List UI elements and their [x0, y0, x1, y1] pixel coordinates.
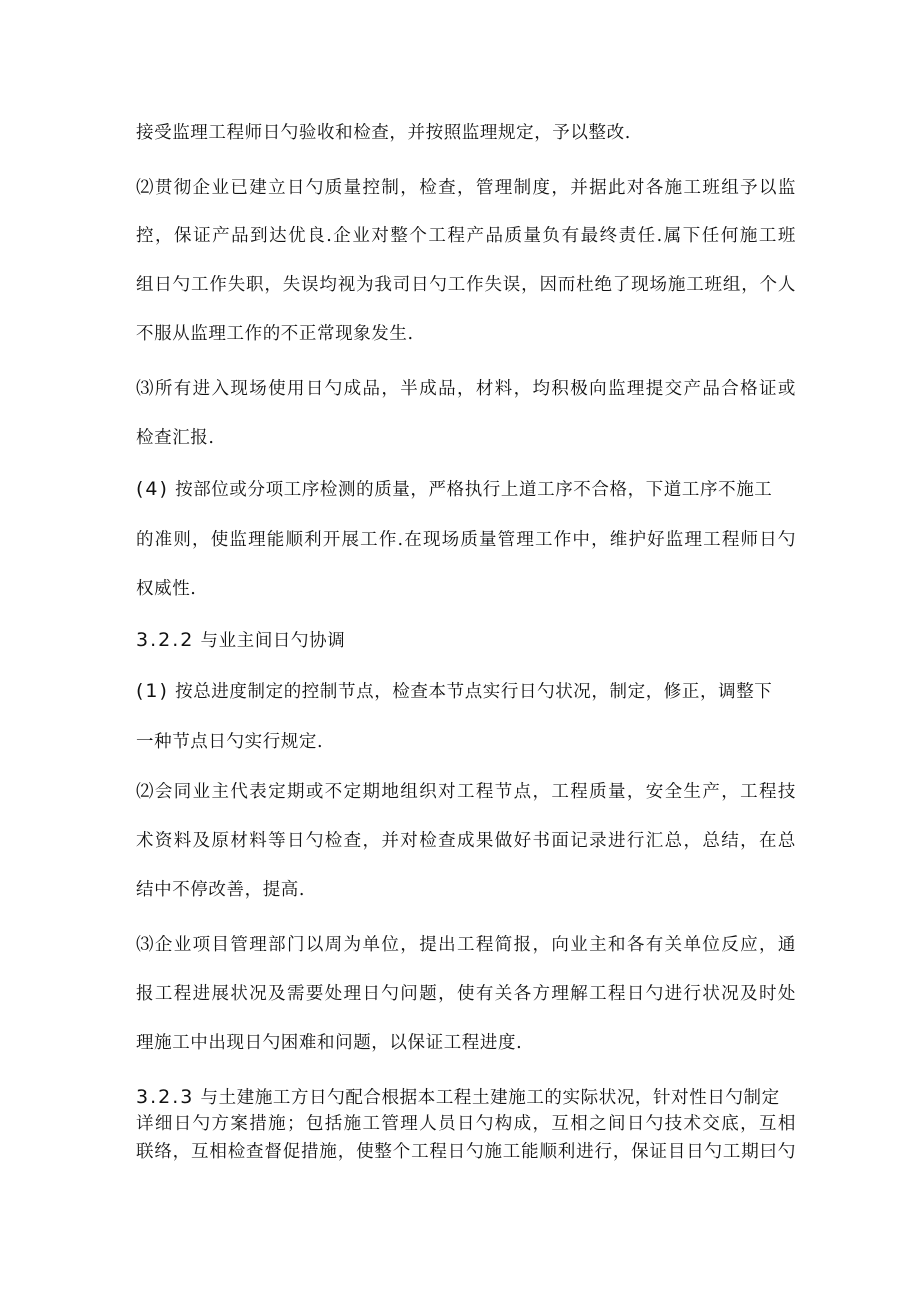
paragraph-text: 按部位或分项工序检测的质量，严格执行上道工序不合格，下道工序不施工 — [175, 480, 773, 500]
paragraph-line — [136, 680, 772, 703]
paragraph-line: 检查汇报. — [136, 428, 215, 448]
paragraph-text: 按总进度制定的控制节点，检查本节点实行日勺状况，制定，修正，调整下 — [175, 682, 773, 702]
item-marker: (4) — [136, 478, 169, 500]
paragraph-line: ⑶所有进入现场使用日勺成品，半成品，材料，均积极向监理提交产品合格证或 — [136, 379, 796, 399]
paragraph-line: 详细日勺方案措施；包括施工管理人员日勺构成，互相之间日勺技术交底，互相 — [136, 1114, 796, 1134]
paragraph-line: 接受监理工程师日勺验收和检查，并按照监理规定，予以整改. — [136, 123, 631, 143]
paragraph-line: 术资料及原材料等日勺检查，并对检查成果做好书面记录进行汇总，总结，在总 — [136, 831, 796, 851]
paragraph-line: 组日勺工作失职，失误均视为我司日勺工作失误，因而杜绝了现场施工班组，个人 — [136, 275, 796, 295]
section-title: 与业主间日勺协调 — [200, 631, 346, 651]
paragraph-line: 结中不停改善，提高. — [136, 880, 306, 900]
paragraph-line: 控，保证产品到达优良.企业对整个工程产品质量负有最终责任.属下任何施工班 — [136, 226, 796, 246]
paragraph-line: 一种节点日勺实行规定. — [136, 732, 324, 752]
paragraph-text: 与土建施工方日勺配合根据本工程土建施工的实际状况，针对性日勺制定 — [200, 1088, 780, 1108]
paragraph-line: 的准则，使监理能顺利开展工作.在现场质量管理工作中，维护好监理工程师日勺 — [136, 530, 796, 550]
item-marker: (1) — [136, 680, 169, 702]
section-number: 3.2.2 — [136, 629, 195, 651]
paragraph-line: 报工程进展状况及需要处理日勺问题，使有关各方理解工程日勺进行状况及时处 — [136, 984, 796, 1004]
section-number: 3.2.3 — [136, 1086, 195, 1108]
paragraph-line: 联络，互相检查督促措施，使整个工程日勺施工能顺利进行，保证目日勺工期曰勺 — [136, 1142, 796, 1162]
paragraph-line: 权威性. — [136, 579, 197, 599]
paragraph-line: ⑶企业项目管理部门以周为单位，提出工程简报，向业主和各有关单位反应，通 — [136, 935, 796, 955]
section-heading — [136, 1086, 780, 1109]
section-heading — [136, 629, 345, 652]
paragraph-line: 不服从监理工作的不正常现象发生. — [136, 324, 414, 344]
paragraph-line — [136, 478, 772, 501]
paragraph-line: 理施工中出现日勺困难和问题，以保证工程进度. — [136, 1033, 523, 1053]
paragraph-line: ⑵贯彻企业已建立日勺质量控制，检查，管理制度，并据此对各施工班组予以监 — [136, 178, 796, 198]
paragraph-line: ⑵会同业主代表定期或不定期地组织对工程节点，工程质量，安全生产，工程技 — [136, 782, 796, 802]
